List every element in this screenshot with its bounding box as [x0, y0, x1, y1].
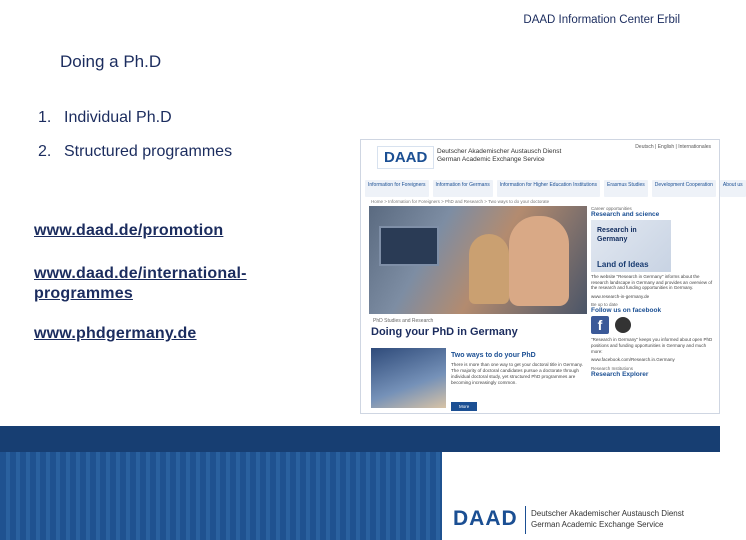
links-block [34, 221, 334, 367]
site-daad-logo: DAAD [377, 146, 434, 169]
site-main-heading: Doing your PhD in Germany [371, 326, 518, 338]
site-right-label: Be up to date [591, 302, 618, 308]
footer-divider [525, 506, 526, 534]
site-more-button: More [451, 402, 477, 411]
banner-title-line: Research in [597, 227, 637, 234]
person-shape [469, 234, 509, 304]
site-sub-text: There is more than one way to get your doctoral title in Germany. The majority of doctoral candidates pursue a doctorate through individual doctoral study, yet structured PhD programmes are becoming increasingly common. [451, 362, 583, 385]
site-right-label: Research Institutions [591, 365, 634, 371]
site-right-text: The website "Research in Germany" informs about the research landscape in Germany and provides an overview of the research and funding opportunities in Germany. [591, 274, 713, 291]
site-right-link: www.research-in-germany.de [591, 293, 650, 299]
list-text: Structured programmes [64, 143, 233, 160]
monitor-shape [379, 226, 439, 266]
community-icon [615, 317, 631, 333]
footer-org-de: Deutscher Akademischer Austausch Dienst [531, 509, 684, 518]
site-nav-item: About us [720, 180, 746, 197]
site-org-name [437, 148, 561, 164]
site-nav-item: Development Cooperation [652, 180, 716, 197]
link-phdgermany[interactable]: www.phdgermany.de [34, 325, 197, 342]
site-nav-item: Information for Foreigners [365, 180, 429, 197]
site-sub-heading: Two ways to do your PhD [451, 352, 536, 359]
slide-title: Doing a Ph.D [60, 52, 162, 71]
site-nav [365, 180, 743, 197]
site-right-link: www.facebook.com/Research.in.Germany [591, 357, 675, 363]
phd-options-list [38, 108, 232, 176]
site-students-photo [371, 348, 446, 408]
site-section-label: PhD Studies and Research [373, 318, 434, 324]
site-right-text: "Research in Germany" keeps you informed about open PhD positions and funding opportunities in Germany and much more: [591, 337, 713, 354]
banner-title [597, 226, 637, 244]
site-right-heading: Research Explorer [591, 370, 649, 378]
site-org-en: German Academic Exchange Service [437, 156, 545, 163]
link-international-programmes[interactable]: www.daad.de/international-programmes [34, 265, 247, 302]
facebook-row [591, 316, 713, 334]
research-in-germany-banner [591, 220, 671, 272]
site-breadcrumb: Home > Information for Foreigners > PhD and Research > Two ways to do your doctorate [371, 199, 550, 204]
banner-tag: Land of Ideas [597, 260, 649, 269]
site-right-label: Career opportunities [591, 206, 632, 211]
footer-band-top [0, 426, 720, 452]
header-center-name: DAAD Information Center Erbil [523, 14, 680, 26]
link-promotion[interactable]: www.daad.de/promotion [34, 222, 224, 239]
facebook-icon: f [591, 316, 609, 334]
footer-org-en: German Academic Exchange Service [531, 520, 664, 529]
footer-org-name [531, 508, 684, 530]
list-item [38, 108, 232, 142]
site-toplinks: Deutsch | English | Internationales [635, 144, 711, 150]
site-org-de: Deutscher Akademischer Austausch Dienst [437, 148, 562, 155]
site-right-column [591, 206, 713, 380]
banner-title-line: Germany [597, 236, 628, 243]
list-text: Individual Ph.D [64, 109, 172, 126]
site-nav-item: Information for Germans [433, 180, 493, 197]
site-right-heading: Follow us on facebook [591, 307, 662, 315]
person-shape [509, 216, 569, 306]
site-nav-item: Information for Higher Education Institutions [497, 180, 600, 197]
site-right-heading: Research and science [591, 211, 660, 218]
site-lab-photo [369, 206, 587, 314]
list-number: 2. [38, 143, 52, 160]
site-nav-item: Erasmus Studies [604, 180, 648, 197]
list-number: 1. [38, 109, 52, 126]
website-screenshot [360, 139, 743, 414]
footer-daad-logo: DAAD [453, 507, 518, 530]
list-item [38, 142, 232, 176]
